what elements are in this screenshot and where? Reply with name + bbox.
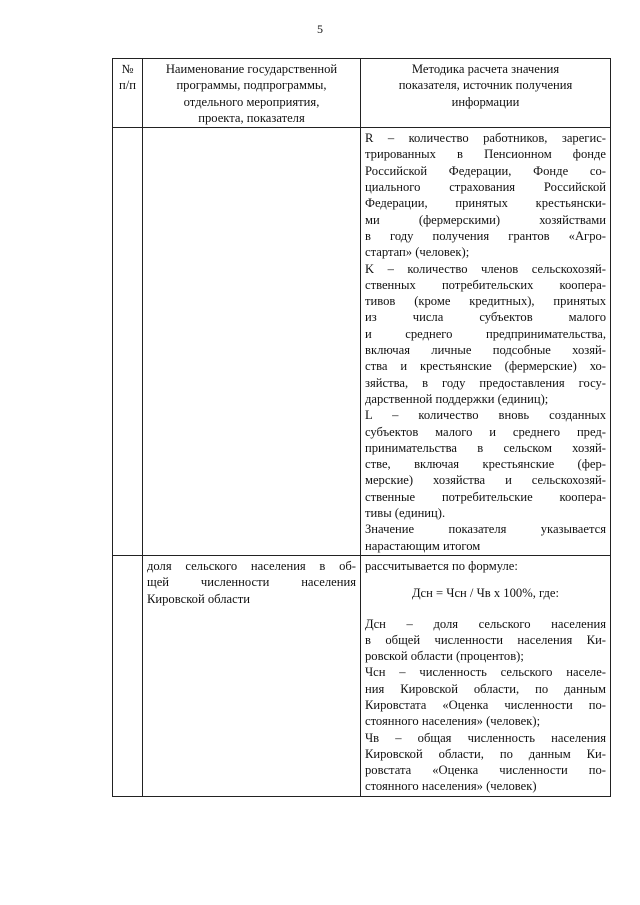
text-line: Кировской области, по данным Ки- xyxy=(365,746,606,761)
header-line: Методика расчета значения xyxy=(411,62,560,76)
text-line: в году получения грантов «Агро- xyxy=(365,228,606,243)
text-line: трированных в Пенсионном фонде xyxy=(365,147,606,162)
header-line: отдельного мероприятия, xyxy=(183,94,320,109)
text-line: мерские) хозяйства и сельскохозяй- xyxy=(365,473,606,488)
text-line: Федерации, принятых крестьянски- xyxy=(365,196,606,211)
header-line: Наименование государственной xyxy=(165,62,338,76)
indicator-name-cell xyxy=(143,128,361,556)
text-line: тивов (кроме кредитных), принятых xyxy=(365,294,606,309)
text-line: в общей численности населения Ки- xyxy=(365,632,606,647)
text-line: дарственной поддержки (единиц); xyxy=(365,391,549,406)
text-line: Дсн – доля сельского населения xyxy=(365,616,606,631)
table-header-row xyxy=(113,59,611,128)
table-row xyxy=(113,555,611,796)
header-line: проекта, показателя xyxy=(198,110,305,125)
method-cell xyxy=(361,128,611,556)
method-intro: рассчитывается по формуле: xyxy=(365,558,518,573)
text-line: принимательства в сельском хозяй- xyxy=(365,440,606,455)
text-line: Чсн – численность сельского населе- xyxy=(365,665,606,680)
text-line: тивы (единиц). xyxy=(365,506,446,521)
text-line: ственных потребительских коопера- xyxy=(365,277,606,292)
text-line: из числа субъектов малого xyxy=(365,310,606,325)
text-line: ровстата «Оценка численности по- xyxy=(365,763,606,778)
row-number-cell xyxy=(113,128,143,556)
text-line: стоянного населения» (человек) xyxy=(365,779,537,794)
text-line: нарастающим итогом xyxy=(365,538,481,553)
text-line: Кировской области xyxy=(147,591,250,606)
formula: Дсн = Чсн / Чв x 100%, где: xyxy=(411,586,560,601)
method-cell xyxy=(361,555,611,796)
header-name xyxy=(143,59,361,128)
row-number-cell xyxy=(113,555,143,796)
header-line: программы, подпрограммы, xyxy=(176,78,327,93)
page-number: 5 xyxy=(317,22,323,36)
indicators-table xyxy=(112,58,611,797)
text-line: стоянного населения» (человек); xyxy=(365,714,541,729)
text-line: Чв – общая численность населения xyxy=(365,730,606,745)
text-line: Кировстата «Оценка численности по- xyxy=(365,697,606,712)
header-line: показателя, источник получения xyxy=(398,78,573,93)
text-line: ственные потребительские коопера- xyxy=(365,489,606,504)
text-line: субъектов малого и среднего пред- xyxy=(365,424,606,439)
text-line: щей численности населения xyxy=(147,575,356,590)
text-line: K – количество членов сельскохозяй- xyxy=(365,261,606,276)
header-line: № xyxy=(121,62,134,76)
text-line: ния Кировской области, по данным xyxy=(365,681,606,696)
indicator-name-cell xyxy=(143,555,361,796)
text-line: стартап» (человек); xyxy=(365,245,470,260)
table-row xyxy=(113,128,611,556)
text-line: циального страхования Российской xyxy=(365,180,606,195)
text-line: и среднего предпринимательства, xyxy=(365,326,606,341)
text-line: стве, включая крестьянские (фер- xyxy=(365,457,606,472)
text-line: R – количество работников, зарегис- xyxy=(365,131,606,146)
text-line: включая личные подсобные хозяй- xyxy=(365,343,606,358)
text-line: L – количество вновь созданных xyxy=(365,408,606,423)
text-line: Российской Федерации, Фонде со- xyxy=(365,163,606,178)
text-line: зяйства, в году предоставления госу- xyxy=(365,375,606,390)
header-line: п/п xyxy=(119,78,136,93)
text-line: ми (фермерскими) хозяйствами xyxy=(365,212,606,227)
text-line: доля сельского населения в об- xyxy=(147,558,356,573)
header-number xyxy=(113,59,143,128)
text-line: ровской области (процентов); xyxy=(365,649,524,664)
header-method xyxy=(361,59,611,128)
text-line: ства и крестьянские (фермерские) хо- xyxy=(365,359,606,374)
text-line: Значение показателя указывается xyxy=(365,522,606,537)
header-line: информации xyxy=(451,94,520,109)
